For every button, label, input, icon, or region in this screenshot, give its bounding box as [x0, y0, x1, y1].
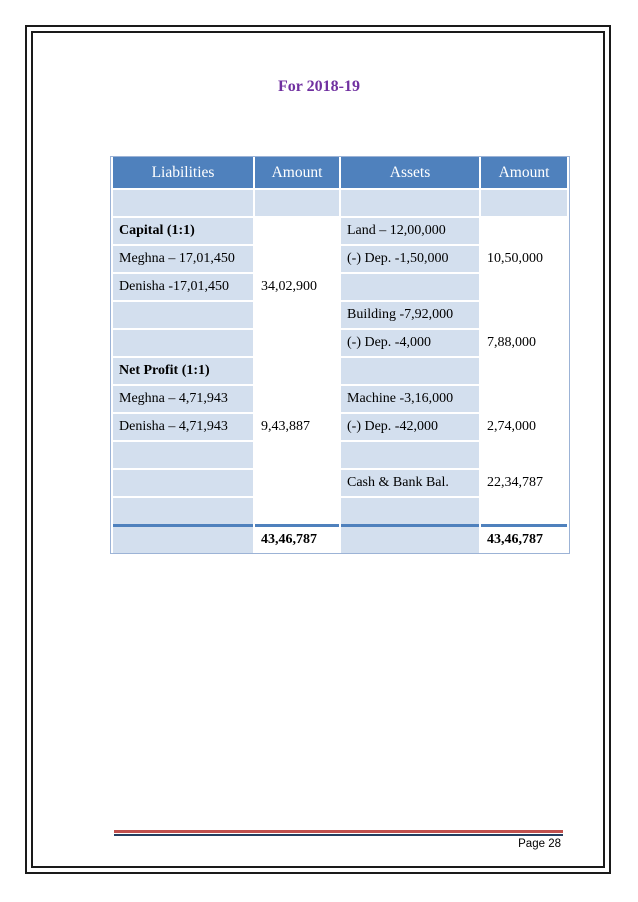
asset-cell	[341, 188, 479, 216]
balance-sheet-table	[110, 156, 570, 554]
liability-amount-cell	[255, 244, 339, 272]
asset-cell: (-) Dep. -42,000	[341, 412, 479, 440]
asset-cell: Cash & Bank Bal.	[341, 468, 479, 496]
asset-amount-cell	[481, 496, 567, 524]
table-row	[113, 412, 567, 440]
header-liabilities: Liabilities	[113, 157, 253, 188]
liability-amount-cell	[255, 188, 339, 216]
asset-amount-cell	[481, 384, 567, 412]
asset-cell	[341, 272, 479, 300]
asset-cell: Building -7,92,000	[341, 300, 479, 328]
liability-total-amount: 43,46,787	[255, 524, 339, 553]
asset-cell: (-) Dep. -1,50,000	[341, 244, 479, 272]
liability-amount-cell	[255, 216, 339, 244]
table-row	[113, 244, 567, 272]
asset-amount-cell: 7,88,000	[481, 328, 567, 356]
table-row	[113, 440, 567, 468]
liability-cell: Denisha -17,01,450	[113, 272, 253, 300]
table-row	[113, 496, 567, 524]
page-number: Page 28	[518, 838, 561, 850]
asset-amount-cell	[481, 216, 567, 244]
asset-cell	[341, 496, 479, 524]
liability-amount-cell	[255, 384, 339, 412]
liability-amount-cell: 34,02,900	[255, 272, 339, 300]
asset-amount-cell: 2,74,000	[481, 412, 567, 440]
totals-row	[113, 524, 567, 553]
liability-cell	[113, 440, 253, 468]
asset-amount-cell	[481, 188, 567, 216]
header-assets-amount: Amount	[481, 157, 567, 188]
header-assets: Assets	[341, 157, 479, 188]
asset-amount-cell	[481, 272, 567, 300]
asset-amount-cell	[481, 440, 567, 468]
table-row	[113, 328, 567, 356]
liability-amount-cell	[255, 300, 339, 328]
liability-cell	[113, 468, 253, 496]
footer-rule-dark	[114, 834, 563, 836]
liability-amount-cell	[255, 440, 339, 468]
asset-cell	[341, 356, 479, 384]
liability-cell	[113, 300, 253, 328]
liability-cell	[113, 328, 253, 356]
asset-amount-cell	[481, 300, 567, 328]
asset-total-amount: 43,46,787	[481, 524, 567, 553]
liability-cell: Meghna – 4,71,943	[113, 384, 253, 412]
asset-total-label	[341, 524, 479, 553]
liability-cell: Denisha – 4,71,943	[113, 412, 253, 440]
liability-cell	[113, 496, 253, 524]
table-row	[113, 300, 567, 328]
asset-cell: (-) Dep. -4,000	[341, 328, 479, 356]
page-title: For 2018-19	[278, 78, 360, 95]
asset-cell: Land – 12,00,000	[341, 216, 479, 244]
footer-rule-red	[114, 830, 563, 833]
liability-amount-cell: 9,43,887	[255, 412, 339, 440]
liability-amount-cell	[255, 468, 339, 496]
asset-cell	[341, 440, 479, 468]
table-row	[113, 384, 567, 412]
liability-total-label	[113, 524, 253, 553]
asset-cell: Machine -3,16,000	[341, 384, 479, 412]
asset-amount-cell	[481, 356, 567, 384]
liability-amount-cell	[255, 496, 339, 524]
liability-cell: Net Profit (1:1)	[113, 356, 253, 384]
liability-cell: Meghna – 17,01,450	[113, 244, 253, 272]
liability-cell: Capital (1:1)	[113, 216, 253, 244]
table-row	[113, 188, 567, 216]
asset-amount-cell: 22,34,787	[481, 468, 567, 496]
header-liabilities-amount: Amount	[255, 157, 339, 188]
table-row	[113, 356, 567, 384]
table-row	[113, 468, 567, 496]
table-header-row	[113, 157, 567, 188]
table-row	[113, 272, 567, 300]
liability-amount-cell	[255, 328, 339, 356]
table-row	[113, 216, 567, 244]
asset-amount-cell: 10,50,000	[481, 244, 567, 272]
liability-amount-cell	[255, 356, 339, 384]
liability-cell	[113, 188, 253, 216]
